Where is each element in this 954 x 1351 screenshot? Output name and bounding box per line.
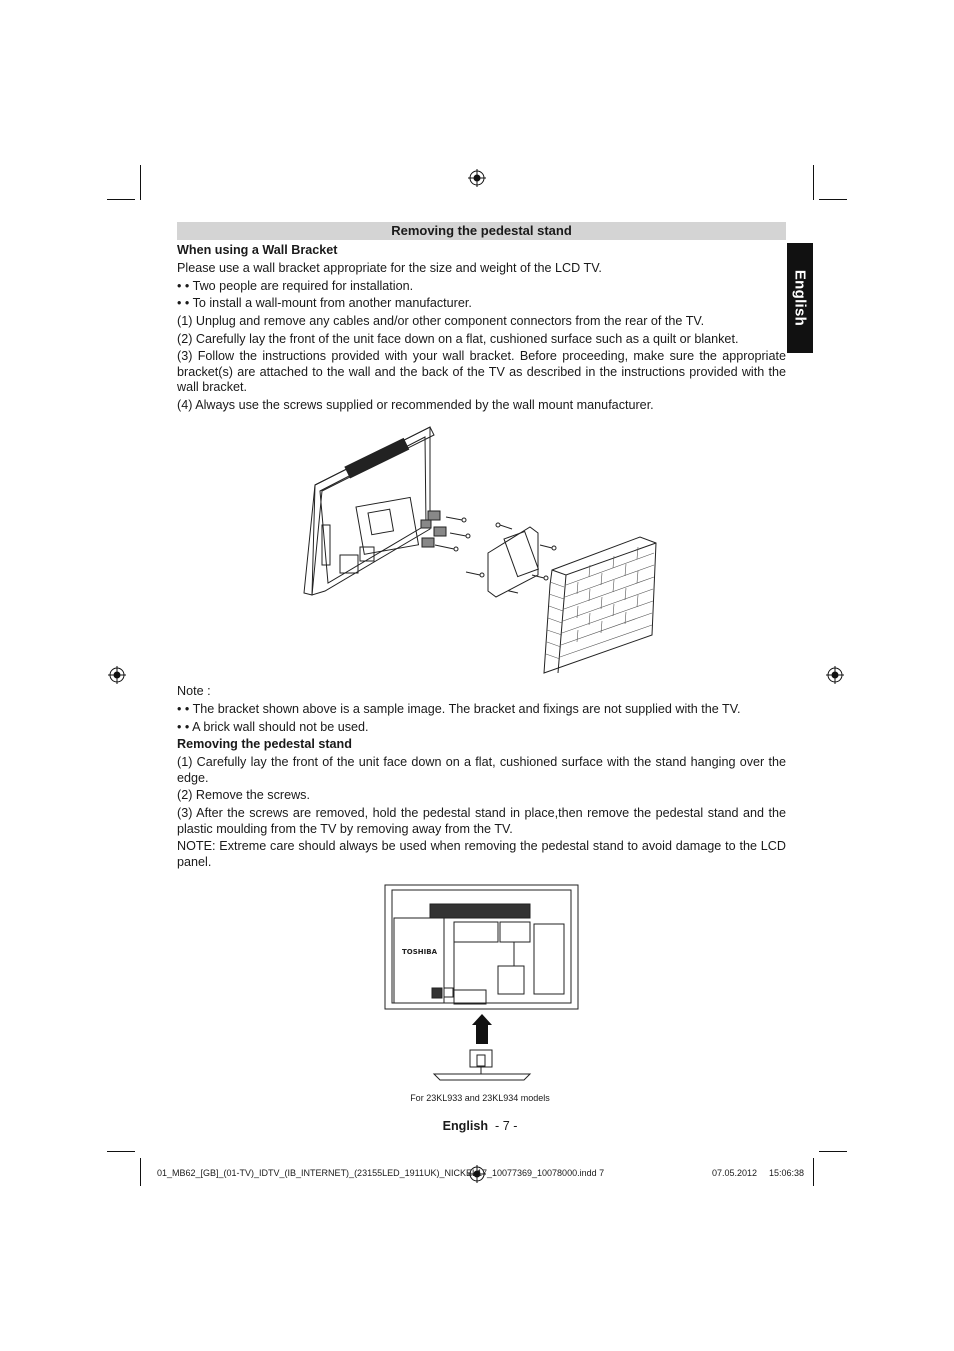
note-bullet: • • A brick wall should not be used. (177, 720, 369, 734)
section-title: Removing the pedestal stand (177, 222, 786, 240)
illustration-caption: For 23KL933 and 23KL934 models (410, 1093, 550, 1103)
crop-mark (813, 1158, 814, 1186)
crop-mark (819, 1151, 847, 1152)
wall-bracket-intro: Please use a wall bracket appropriate for the size and weight of the LCD TV. (177, 261, 602, 275)
wall-bracket-step: (3) Follow the instructions provided with your wall bracket. Before proceeding, make sure the appropriate bracket(s) are attached to the wall and the back of the TV as described in the instructions provided with the wall bracket. (177, 349, 786, 394)
crop-mark (819, 199, 847, 200)
registration-mark-icon (468, 169, 486, 187)
pedestal-step: (2) Remove the screws. (177, 788, 310, 802)
side-tab-label: English (791, 269, 809, 327)
wall-bracket-step: (4) Always use the screws supplied or recommended by the wall mount manufacturer. (177, 398, 654, 412)
pedestal-step: (1) Carefully lay the front of the unit face down on a flat, cushioned surface with the stand hanging over the edge. (177, 755, 786, 785)
note-label: Note : (177, 684, 211, 698)
crop-mark (140, 1158, 141, 1186)
crop-mark (107, 199, 135, 200)
registration-mark-icon (108, 666, 126, 684)
crop-mark (107, 1151, 135, 1152)
footer-language: English (442, 1119, 489, 1133)
wall-bracket-bullet: • • To install a wall-mount from another manufacturer. (177, 296, 472, 310)
note-bullet: • • The bracket shown above is a sample image. The bracket and fixings are not supplied with the TV. (177, 702, 741, 716)
crop-mark (140, 165, 141, 200)
wall-bracket-step: (1) Unplug and remove any cables and/or other component connectors from the rear of the TV. (177, 314, 705, 328)
pedestal-removal-illustration (384, 884, 580, 1084)
wall-bracket-step: (2) Carefully lay the front of the unit face down on a flat, cushioned surface such as a quilt or blanket. (177, 332, 739, 346)
brand-label: TOSHIBA (402, 948, 437, 956)
wall-mount-illustration (300, 425, 660, 675)
wall-bracket-heading: When using a Wall Bracket (177, 243, 338, 257)
print-slug-time: 15:06:38 (769, 1168, 805, 1178)
crop-mark (813, 165, 814, 200)
wall-bracket-bullet: • • Two people are required for installation. (177, 279, 414, 293)
pedestal-note: NOTE: Extreme care should always be used when removing the pedestal stand to avoid damage to the LCD panel. (177, 839, 786, 869)
print-slug-filename: 01_MB62_[GB]_(01-TV)_IDTV_(IB_INTERNET)_(23155LED_1911UK)_NICKEL17_10077369_10078000.indd 7 (157, 1168, 605, 1178)
page-footer (380, 1119, 580, 1133)
registration-mark-icon (826, 666, 844, 684)
pedestal-step: (3) After the screws are removed, hold the pedestal stand in place,then remove the pedestal stand and the plastic moulding from the TV by removing away from the TV. (177, 806, 786, 836)
pedestal-heading: Removing the pedestal stand (177, 737, 352, 751)
page-number: - 7 - (495, 1119, 518, 1133)
print-slug-date: 07.05.2012 (712, 1168, 758, 1178)
language-side-tab (787, 243, 813, 353)
